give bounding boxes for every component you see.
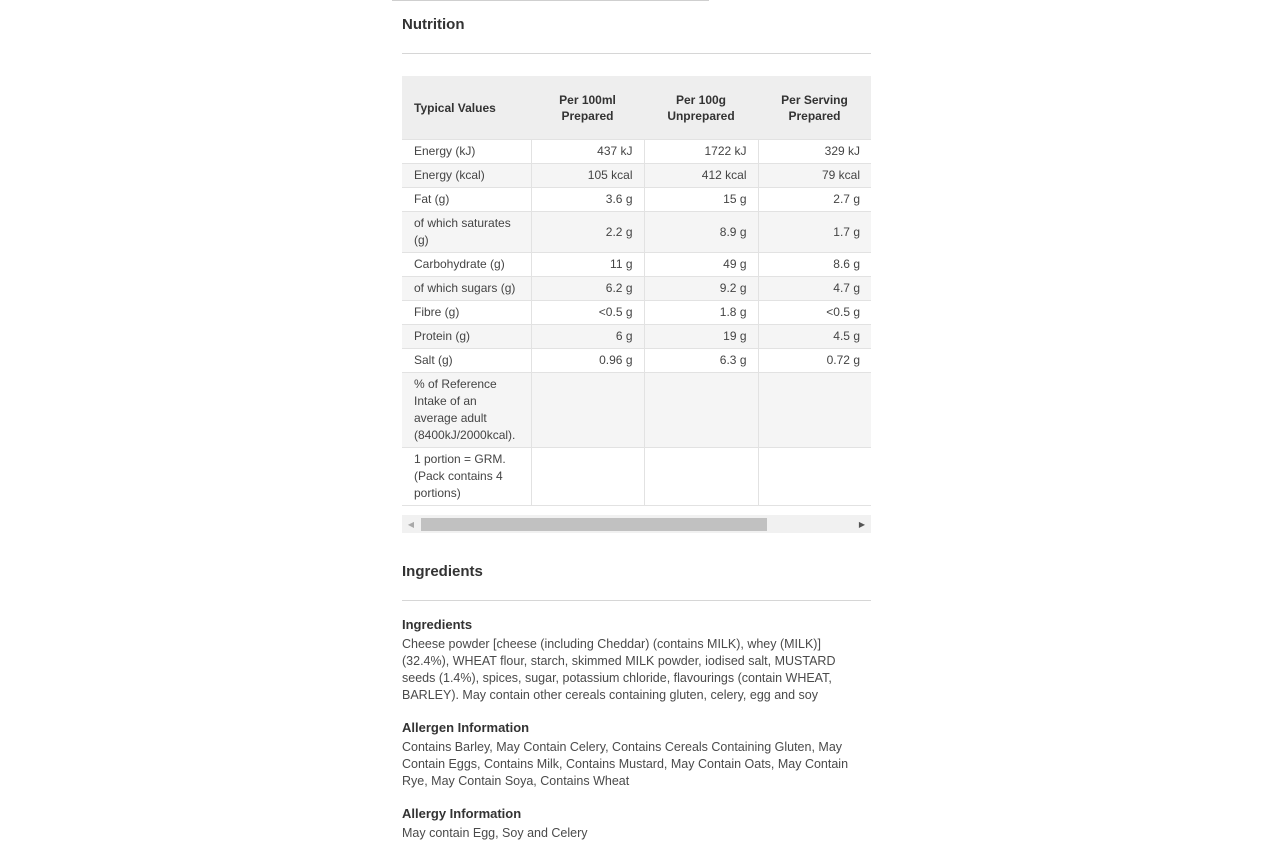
nutrient-value: 49 g [644, 253, 758, 277]
nutrient-value: 6 g [531, 325, 644, 349]
nutrient-value: 8.9 g [644, 212, 758, 253]
nutrient-value: 2.7 g [758, 188, 871, 212]
info-text: Contains Barley, May Contain Celery, Contains Cereals Containing Gluten, May Contain Eggs, Contains Milk, Contains Mustard, May Contain Oats, May Contain Rye, May Contain Soya, Contains Wheat [402, 740, 849, 788]
top-divider [392, 0, 709, 1]
info-heading: Allergy Information [402, 806, 522, 821]
nutrient-value: 19 g [644, 325, 758, 349]
section-divider [402, 53, 871, 54]
info-block [402, 617, 871, 704]
nutrient-value [644, 448, 758, 506]
nutrient-value [758, 373, 871, 448]
nutrient-label: Energy (kJ) [402, 140, 531, 164]
ingredient-blocks [402, 617, 871, 842]
table-row [402, 349, 871, 373]
nutrient-label: of which saturates (g) [402, 212, 531, 253]
table-row [402, 188, 871, 212]
table-row [402, 448, 871, 506]
nutrition-section [402, 14, 871, 533]
ingredients-title: Ingredients [402, 563, 483, 580]
nutrient-label: Salt (g) [402, 349, 531, 373]
info-heading: Ingredients [402, 617, 473, 632]
nutrient-value [531, 373, 644, 448]
nutrient-label: Protein (g) [402, 325, 531, 349]
table-row [402, 373, 871, 448]
nutrient-value: 2.2 g [531, 212, 644, 253]
section-divider [402, 600, 871, 601]
nutrition-table-scroll-area[interactable] [402, 76, 871, 506]
table-header-row [402, 76, 871, 140]
nutrient-value: 4.5 g [758, 325, 871, 349]
nutrient-label: % of Reference Intake of an average adult (8400kJ/2000kcal). [402, 373, 531, 448]
nutrient-value: 105 kcal [531, 164, 644, 188]
nutrient-value: 6.2 g [531, 277, 644, 301]
nutrient-value [758, 448, 871, 506]
table-row [402, 301, 871, 325]
nutrient-value: 1.7 g [758, 212, 871, 253]
nutrient-value: 0.72 g [758, 349, 871, 373]
info-block [402, 720, 871, 790]
nutrient-value: 437 kJ [531, 140, 644, 164]
nutrient-value [644, 373, 758, 448]
nutrient-label: of which sugars (g) [402, 277, 531, 301]
nutrient-value: 8.6 g [758, 253, 871, 277]
nutrient-value: 9.2 g [644, 277, 758, 301]
nutrient-value: 0.96 g [531, 349, 644, 373]
nutrient-value: 15 g [644, 188, 758, 212]
nutrient-value: 1722 kJ [644, 140, 758, 164]
nutrition-table [402, 76, 871, 506]
info-heading: Allergen Information [402, 720, 530, 735]
ingredients-section [402, 561, 871, 842]
nutrient-value: 79 kcal [758, 164, 871, 188]
nutrient-label: Carbohydrate (g) [402, 253, 531, 277]
nutrient-value [531, 448, 644, 506]
nutrient-value: <0.5 g [758, 301, 871, 325]
horizontal-scrollbar[interactable] [402, 515, 871, 533]
nutrient-value: 11 g [531, 253, 644, 277]
table-row [402, 277, 871, 301]
nutrient-value: <0.5 g [531, 301, 644, 325]
info-block [402, 806, 871, 842]
column-header: Typical Values [402, 76, 531, 140]
table-row [402, 253, 871, 277]
table-row [402, 212, 871, 253]
nutrient-value: 329 kJ [758, 140, 871, 164]
nutrient-value: 3.6 g [531, 188, 644, 212]
column-header: Per Serving Prepared [758, 76, 871, 140]
info-text: Cheese powder [cheese (including Cheddar) (contains MILK), whey (MILK)] (32.4%), WHEAT flour, starch, skimmed MILK powder, iodised salt, MUSTARD seeds (1.4%), spices, sugar, potassium chloride, flavourings (contain WHEAT, BARLEY). May contain other cereals containing gluten, celery, egg and soy [402, 637, 836, 702]
column-header: Per 100ml Prepared [531, 76, 644, 140]
info-text: May contain Egg, Soy and Celery [402, 826, 588, 840]
nutrient-label: Energy (kcal) [402, 164, 531, 188]
table-row [402, 325, 871, 349]
nutrient-label: Fibre (g) [402, 301, 531, 325]
table-row [402, 164, 871, 188]
nutrient-value: 4.7 g [758, 277, 871, 301]
table-row [402, 140, 871, 164]
nutrient-value: 1.8 g [644, 301, 758, 325]
nutrient-value: 6.3 g [644, 349, 758, 373]
nutrient-label: 1 portion = GRM. (Pack contains 4 portions) [402, 448, 531, 506]
scrollbar-thumb[interactable] [421, 518, 767, 531]
column-header: Per 100g Unprepared [644, 76, 758, 140]
scroll-right-icon[interactable]: ▶ [858, 519, 866, 529]
scroll-left-icon[interactable]: ◀ [407, 519, 415, 529]
nutrient-label: Fat (g) [402, 188, 531, 212]
nutrient-value: 412 kcal [644, 164, 758, 188]
nutrition-title: Nutrition [402, 16, 465, 33]
